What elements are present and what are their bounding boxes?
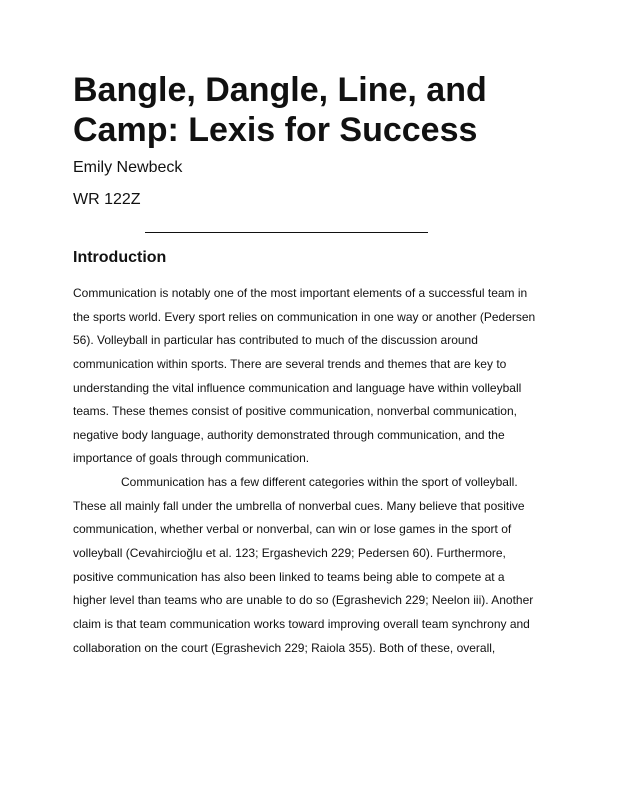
author-name: Emily Newbeck bbox=[73, 159, 183, 176]
text-line: 56). Volleyball in particular has contributed to much of the discussion around bbox=[73, 333, 478, 348]
text-line: understanding the vital influence communication and language have within volleyball bbox=[73, 380, 522, 395]
body-text bbox=[73, 282, 563, 660]
course-code: WR 122Z bbox=[73, 191, 141, 208]
text-line: Communication is notably one of the most important elements of a successful team in bbox=[73, 286, 528, 300]
divider-line bbox=[145, 232, 428, 233]
section-heading: Introduction bbox=[73, 249, 167, 266]
text-line: importance of goals through communication. bbox=[73, 451, 310, 466]
text-line: positive communication has also been linked to teams being able to compete at a bbox=[73, 569, 505, 584]
text-line: teams. These themes consist of positive communication, nonverbal communication, bbox=[73, 404, 517, 419]
text-line: claim is that team communication works toward improving overall team synchrony and bbox=[73, 616, 530, 631]
paragraph-1 bbox=[73, 282, 563, 471]
text-line: the sports world. Every sport relies on communication in one way or another (Pedersen bbox=[73, 309, 536, 324]
title-line: Bangle, Dangle, Line, and bbox=[73, 71, 487, 109]
title-line: Camp: Lexis for Success bbox=[73, 111, 478, 149]
text-line: collaboration on the court (Egrashevich 229; Raiola 355). Both of these, overall, bbox=[73, 640, 496, 655]
text-line: communication, whether verbal or nonverbal, can win or lose games in the sport of bbox=[73, 522, 512, 537]
text-line: higher level than teams who are unable to do so (Egrashevich 229; Neelon iii). Another bbox=[73, 593, 534, 608]
paragraph-2 bbox=[73, 471, 563, 660]
document-title bbox=[73, 70, 553, 150]
text-line: volleyball (Cevahircioğlu et al. 123; Ergashevich 229; Pedersen 60). Furthermore, bbox=[73, 546, 506, 561]
text-line: negative body language, authority demonstrated through communication, and the bbox=[73, 427, 505, 442]
text-line: Communication has a few different categories within the sport of volleyball. bbox=[121, 475, 518, 490]
text-line: These all mainly fall under the umbrella of nonverbal cues. Many believe that positive bbox=[73, 498, 525, 513]
text-line: communication within sports. There are several trends and themes that are key to bbox=[73, 356, 507, 371]
